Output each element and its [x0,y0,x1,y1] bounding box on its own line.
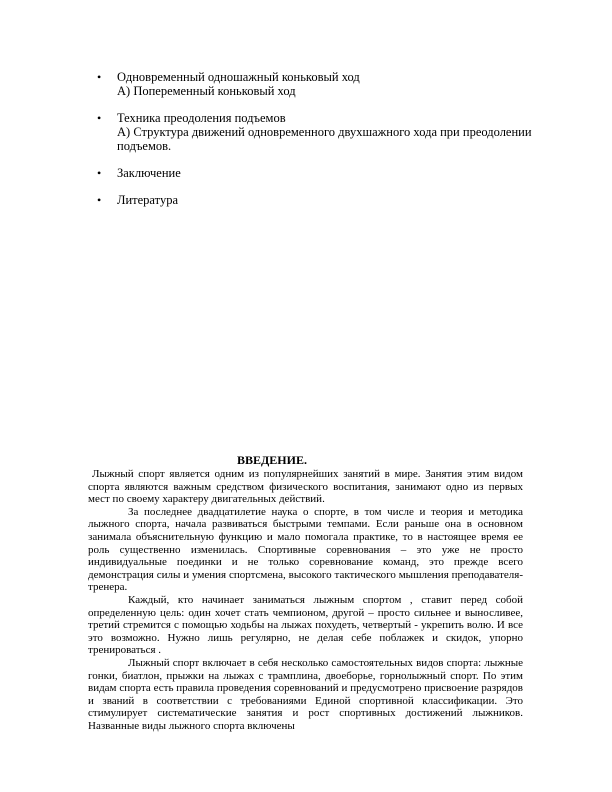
toc-item-subtitle: А) Структура движений одновременного двухшажного хода при преодолении подъемов. [117,125,532,153]
intro-body [88,468,523,732]
toc-item-title: Техника преодоления подъемов [117,111,286,125]
bullet-icon: • [97,193,102,207]
paragraph: Лыжный спорт включает в себя несколько самостоятельных видов спорта: лыжные гонки, биатлон, прыжки на лыжах с трамплина, двоеборье, горнолыжный спорт. По этим видам спорта есть правила проведения соревнований и предусмотрено присвоение разрядов и званий в соответствии с требованиями Единой спортивной классификации. Это стимулирует систематические занятия и рост спортивных достижений лыжников. Названные виды лыжного спорта включены [88,656,523,732]
bullet-icon: • [97,70,102,84]
paragraph: Лыжный спорт является одним из популярнейших занятий в мире. Занятия этим видом спорта являются важным средством физического воспитания, занимают одно из первых мест по своему характеру двигательных действий. [88,468,523,506]
bullet-icon: • [97,166,102,180]
paragraph: Каждый, кто начинает заниматься лыжным спортом , ставит перед собой определенную цель: один хочет стать чемпионом, другой – просто сильнее и выносливее, третий стремится с помощью ходьбы на лыжах похудеть, четвертый - укрепить волю. И все это возможно. Нужно лишь регулярно, не делая себе поблажек и скидок, упорно тренироваться . [88,593,523,657]
table-of-contents [97,70,537,220]
toc-item-title: Одновременный одношажный коньковый ход [117,70,360,84]
toc-item [97,193,537,207]
paragraph: За последнее двадцатилетие наука о спорте, в том числе и теория и методика лыжного спорта, начала развиваться быстрыми темпами. Если раньше она в основном занимала объяснительную функцию и мало помогала практике, то в настоящее время ее роль существенно изменилась. Спортивные соревнования – это уже не просто индивидуальные поединки и не только соревнование команд, это прежде всего демонстрация силы и умения спортсмена, высокого тактического мышления преподавателя-тренера. [88,505,523,594]
toc-item-title: Заключение [117,166,181,180]
toc-item-title: Литература [117,193,178,207]
toc-item [97,166,537,180]
toc-item [97,111,537,153]
toc-item-subtitle: А) Попеременный коньковый ход [117,84,296,98]
toc-item [97,70,537,98]
bullet-icon: • [97,111,102,125]
section-heading: ВВЕДЕНИЕ. [237,453,307,467]
